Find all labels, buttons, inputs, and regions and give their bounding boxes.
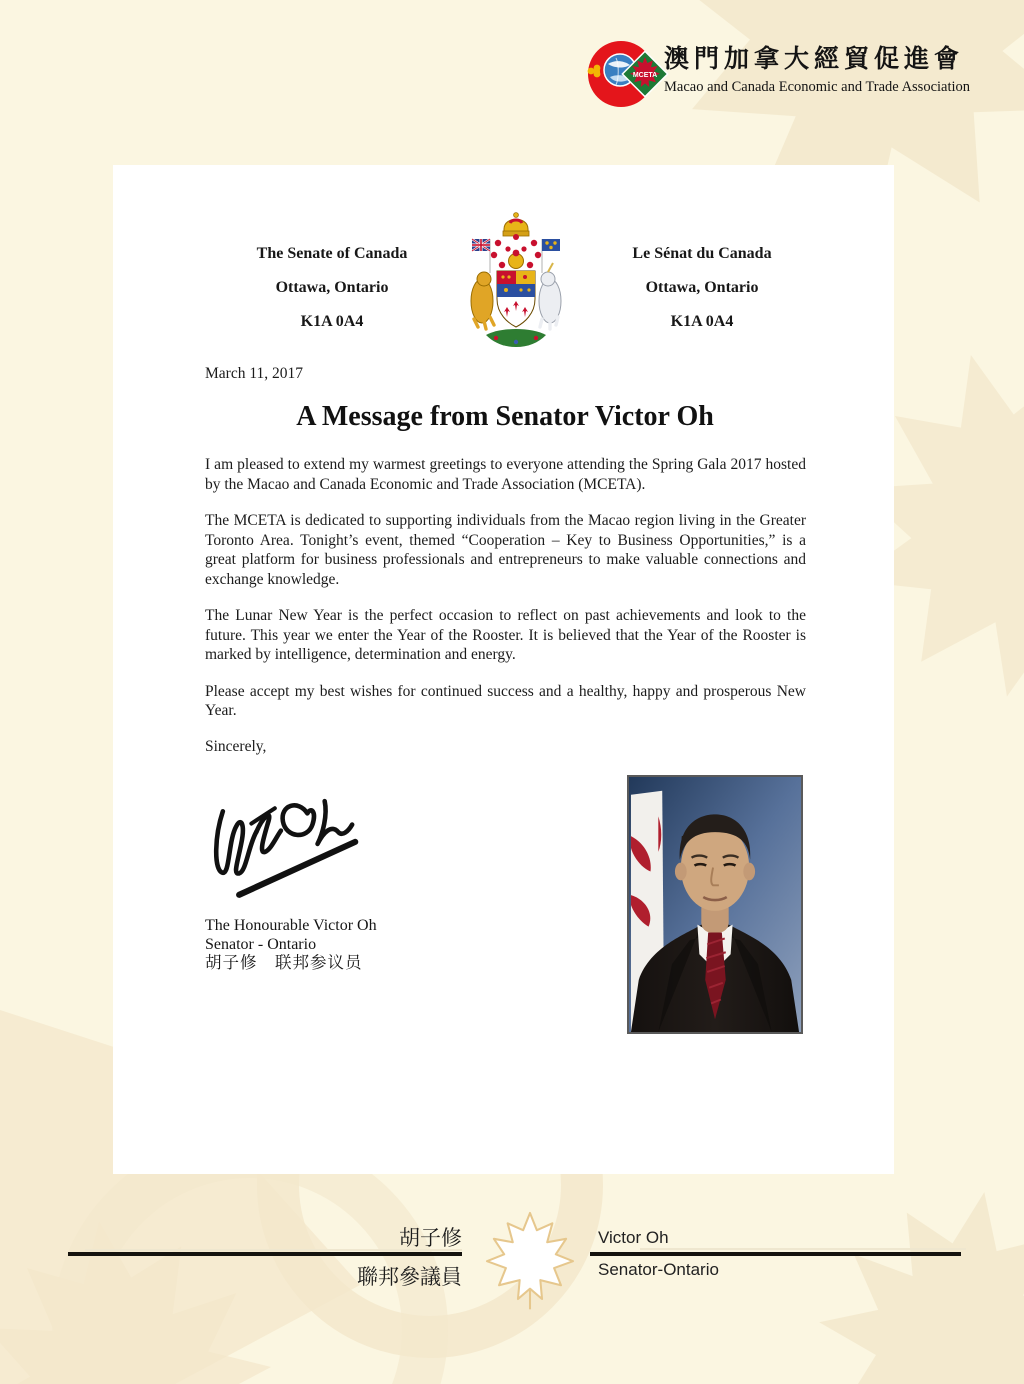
footer-title-english: Senator-Ontario — [598, 1260, 719, 1279]
paragraph-lunar-newyear: The Lunar New Year is the perfect occasion to reflect on past achievements and look to the future. This year we enter the Year of the Rooster. It is believed that the Year of the Rooster is marked by intelligence, determination and energy. — [205, 607, 806, 663]
paragraph-mceta: The MCETA is dedicated to supporting individuals from the Macao region living in the Greater Toronto Area. Tonight’s event, themed “Cooperation – Key to Business Opportunities,” is a great platform for business professionals and entrepreneurs to make valuable connections and exchange knowledge. — [205, 512, 806, 588]
footer-left-rule — [68, 1252, 462, 1256]
senate-postal-fr: K1A 0A4 — [670, 313, 734, 330]
maple-leaf-icon — [468, 1210, 592, 1314]
org-name-english: Macao and Canada Economic and Trade Association — [664, 78, 971, 95]
logo-mceta-text: MCETA — [632, 72, 658, 79]
paragraph-greeting: I am pleased to extend my warmest greetings to everyone attending the Spring Gala 2017 hosted by the Macao and Canada Economic and Trade Association (MCETA). — [205, 456, 806, 493]
footer-right-rule — [590, 1252, 961, 1256]
signer-block — [205, 917, 377, 973]
letterhead-french — [595, 237, 809, 339]
letter-title: A Message from Senator Victor Oh — [296, 401, 714, 432]
senate-postal-en: K1A 0A4 — [300, 313, 364, 330]
senate-name-fr: Le Sénat du Canada — [632, 245, 772, 262]
signer-name-chinese: 胡子修 联邦参议员 — [205, 953, 363, 972]
senate-city-fr: Ottawa, Ontario — [645, 279, 759, 296]
letter-date: March 11, 2017 — [205, 365, 304, 382]
footer-name-english: Victor Oh — [598, 1228, 669, 1247]
victor-oh-signature — [208, 793, 366, 905]
closing-sincerely: Sincerely, — [205, 737, 267, 755]
signer-name: The Honourable Victor Oh — [205, 917, 377, 934]
org-name-block — [664, 44, 976, 96]
footer-name-chinese: 胡子修 — [399, 1227, 462, 1250]
paragraph-best-wishes: Please accept my best wishes for continued success and a healthy, happy and prosperous New Year. — [205, 682, 806, 719]
senator-portrait-photo — [627, 775, 803, 1034]
letterhead-english — [225, 237, 439, 339]
footer-title-chinese: 聯邦參議員 — [357, 1266, 462, 1289]
signer-title: Senator - Ontario — [205, 935, 317, 953]
canada-coat-of-arms-icon — [460, 209, 572, 357]
org-name-chinese: 澳門加拿大經貿促進會 — [664, 46, 965, 73]
mceta-logo-icon — [583, 40, 669, 108]
letter-sheet — [113, 165, 894, 1174]
letter-body — [205, 455, 806, 756]
footer-right-thin-rule — [640, 1248, 966, 1250]
senate-name-en: The Senate of Canada — [256, 245, 408, 262]
senate-city-en: Ottawa, Ontario — [275, 279, 389, 296]
